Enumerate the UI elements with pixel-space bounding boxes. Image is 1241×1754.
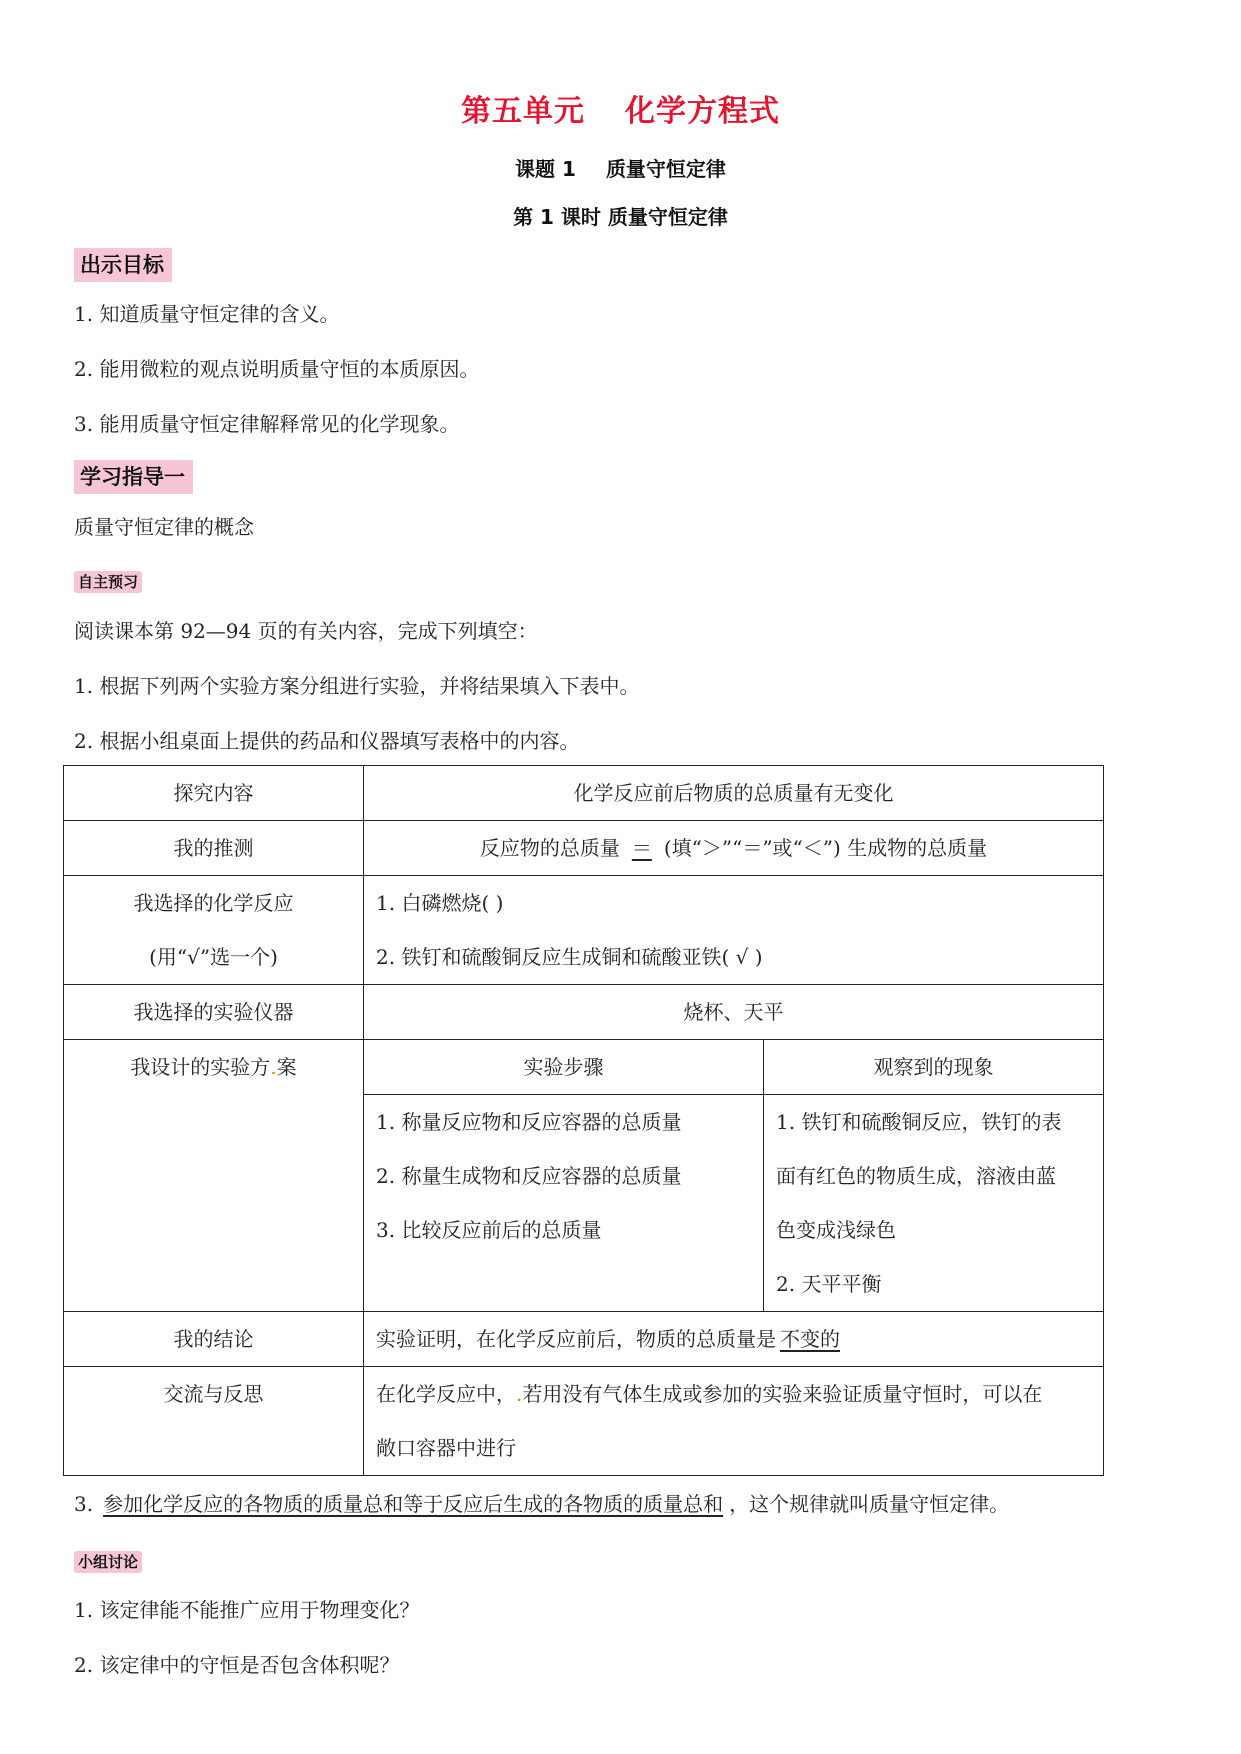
- guide-topic: 质量守恒定律的概念: [74, 515, 254, 539]
- reaction-label-2: (用“√”选一个): [149, 945, 278, 969]
- goal-item: 1. 知道质量守恒定律的含义。: [74, 302, 340, 326]
- goal-item: 3. 能用质量守恒定律解释常见的化学现象。: [74, 412, 460, 436]
- preview-tag: 自主预习: [74, 571, 142, 593]
- row-label: 我的结论: [64, 1312, 364, 1367]
- preview-line: 2. 根据小组桌面上提供的药品和仪器填写表格中的内容。: [74, 729, 580, 753]
- unit-number: 第五单元: [461, 94, 585, 129]
- lesson-heading: 第 1 课时 质量守恒定律: [513, 205, 728, 229]
- steps-header: 实验步骤: [364, 1040, 764, 1095]
- row-label: 探究内容: [64, 766, 364, 821]
- row-label: 我的推测: [64, 821, 364, 876]
- observations-cell: [764, 1095, 1104, 1312]
- observations-header: 观察到的现象: [764, 1040, 1104, 1095]
- table-row: [64, 985, 1104, 1040]
- reaction-option: 1. 白磷燃烧( ): [376, 891, 504, 915]
- table-row: [64, 766, 1104, 821]
- row-value: 烧杯、天平: [364, 985, 1104, 1040]
- table-row: [64, 1367, 1104, 1476]
- topic-label: 课题 1: [515, 157, 576, 181]
- discussion-tag: 小组讨论: [74, 1551, 142, 1573]
- law-definition: 3. 参加化学反应的各物质的质量总和等于反应后生成的各物质的质量总和 ，这个规律就叫质量守恒定律。: [74, 1492, 1010, 1516]
- step-item: 3. 比较反应前后的总质量: [376, 1218, 602, 1242]
- discussion-question: 2. 该定律中的守恒是否包含体积呢？: [74, 1653, 400, 1677]
- preview-line: 1. 根据下列两个实验方案分组进行实验，并将结果填入下表中。: [74, 674, 640, 698]
- hypothesis-post: (填“＞”“＝”或“＜”) 生成物的总质量: [663, 836, 988, 860]
- observation-line: 1. 铁钉和硫酸铜反应，铁钉的表: [776, 1110, 1062, 1134]
- goals-tag: 出示目标: [74, 248, 172, 282]
- reflection-cell: 在化学反应中，.若用没有气体生成或参加的实验来验证质量守恒时，可以在 敞口容器中进行: [364, 1367, 1104, 1476]
- topic-heading: [0, 153, 1241, 182]
- steps-cell: [364, 1095, 764, 1312]
- unit-title: [0, 86, 1241, 130]
- reaction-label-1: 我选择的化学反应: [133, 891, 294, 915]
- topic-name: 质量守恒定律: [605, 157, 726, 181]
- conclusion-cell: 实验证明，在化学反应前后，物质的总质量是 不变的: [364, 1312, 1104, 1367]
- row-label: 交流与反思: [64, 1367, 364, 1476]
- reaction-option: 2. 铁钉和硫酸铜反应生成铜和硫酸亚铁( √ ): [376, 945, 763, 969]
- conclusion-answer: 不变的: [780, 1327, 840, 1351]
- observation-line: 2. 天平平衡: [776, 1272, 882, 1296]
- row-value: 化学反应前后物质的总质量有无变化: [364, 766, 1104, 821]
- observation-line: 色变成浅绿色: [776, 1218, 896, 1242]
- goal-item: 2. 能用微粒的观点说明质量守恒的本质原因。: [74, 357, 480, 381]
- hypothesis-pre: 反应物的总质量: [479, 836, 620, 860]
- guide-tag: 学习指导一: [74, 460, 193, 494]
- row-label: [64, 876, 364, 985]
- table-row: [64, 1312, 1104, 1367]
- preview-line: 阅读课本第 92—94 页的有关内容，完成下列填空：: [74, 619, 538, 643]
- row-label: 我设计的实验方.案: [64, 1040, 364, 1312]
- discussion-question: 1. 该定律能不能推广应用于物理变化？: [74, 1598, 420, 1622]
- law-definition-answer: 参加化学反应的各物质的质量总和等于反应后生成的各物质的质量总和: [103, 1492, 724, 1516]
- hypothesis-answer: ＝: [631, 836, 652, 860]
- hypothesis-cell: [364, 821, 1104, 876]
- step-item: 2. 称量生成物和反应容器的总质量: [376, 1164, 682, 1188]
- table-row: [64, 876, 1104, 985]
- unit-name: 化学方程式: [625, 94, 780, 129]
- observation-line: 面有红色的物质生成，溶液由蓝: [776, 1164, 1056, 1188]
- row-label: 我选择的实验仪器: [64, 985, 364, 1040]
- table-row: [64, 1040, 1104, 1095]
- table-row: [64, 821, 1104, 876]
- step-item: 1. 称量反应物和反应容器的总质量: [376, 1110, 682, 1134]
- reaction-options: [364, 876, 1104, 985]
- experiment-table: [63, 765, 1104, 1476]
